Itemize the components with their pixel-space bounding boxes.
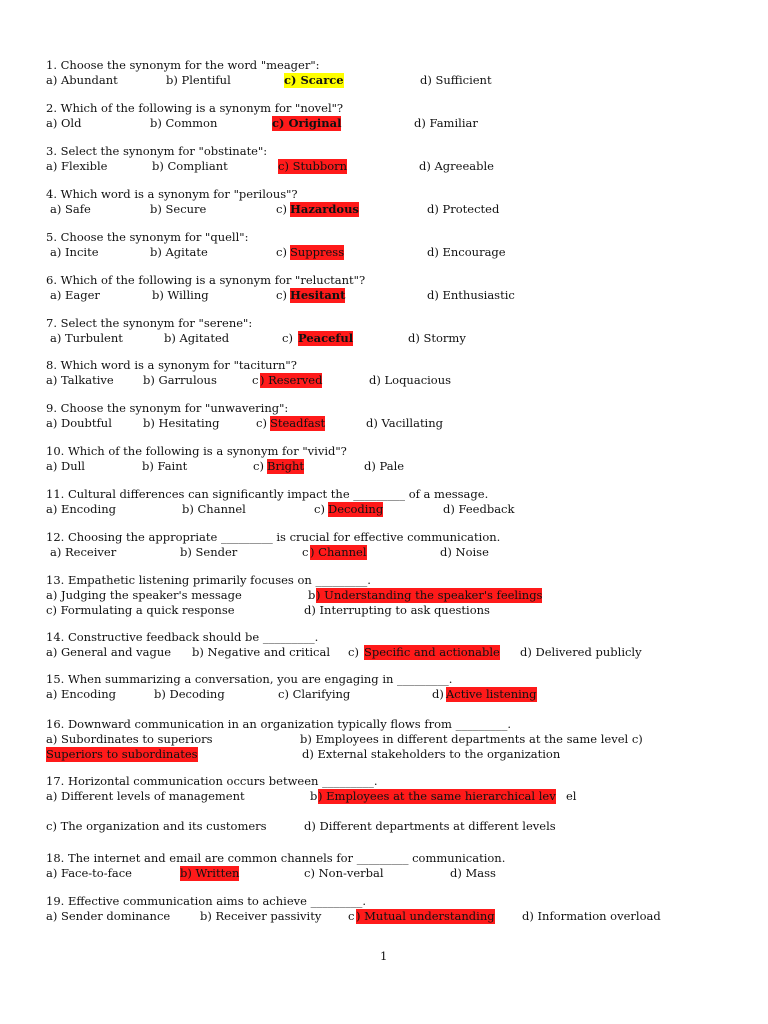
question-stem: 4. Which word is a synonym for "perilous"? xyxy=(46,187,298,201)
option-d: d) Information overload xyxy=(522,909,661,923)
option-b: b) Plentiful xyxy=(166,73,231,87)
option-a: a) Abundant xyxy=(46,73,118,87)
option-c-prefix: c xyxy=(348,909,355,923)
question-stem: 16. Downward communication in an organization typically flows from _________. xyxy=(46,717,511,731)
option-a: a) Doubtful xyxy=(46,416,112,430)
option-b-highlighted: b) Written xyxy=(180,866,240,880)
question-17 xyxy=(46,774,577,834)
option-c-highlighted: c) Stubborn xyxy=(278,159,348,173)
option-b: b) Compliant xyxy=(152,159,228,173)
option-a: a) Subordinates to superiors xyxy=(46,732,213,746)
option-c-highlighted: Hazardous xyxy=(290,202,359,216)
question-stem: 8. Which word is a synonym for "taciturn"? xyxy=(46,358,297,372)
option-b: b) Willing xyxy=(152,288,209,302)
option-c-prefix: c xyxy=(252,373,259,387)
option-b-prefix: b xyxy=(308,588,316,602)
option-b-suffix: el xyxy=(566,789,577,803)
option-c-highlighted: c) Scarce xyxy=(284,73,344,87)
option-d: d) Stormy xyxy=(408,331,466,345)
option-a: a) Face-to-face xyxy=(46,866,132,880)
question-19 xyxy=(46,894,661,924)
option-a: a) Encoding xyxy=(46,502,116,516)
option-d: d) Mass xyxy=(450,866,496,880)
question-stem: 7. Select the synonym for "serene": xyxy=(46,316,253,330)
option-a: a) Turbulent xyxy=(50,331,123,345)
question-14 xyxy=(46,630,642,660)
option-c-highlighted: Suppress xyxy=(290,245,345,259)
option-c-prefix: c) xyxy=(256,416,267,430)
option-b: b) Receiver passivity xyxy=(200,909,322,923)
page-number: 1 xyxy=(380,949,388,963)
question-10 xyxy=(46,444,405,474)
question-stem: 18. The internet and email are common channels for _________ communication. xyxy=(46,851,506,865)
option-b: b) Decoding xyxy=(154,687,225,701)
option-c-highlighted: Peaceful xyxy=(298,331,354,345)
option-c: c) Formulating a quick response xyxy=(46,603,235,617)
question-16 xyxy=(46,717,643,762)
question-4 xyxy=(46,187,500,217)
option-c-prefix: c xyxy=(302,545,309,559)
option-c-highlighted: Specific and actionable xyxy=(364,645,500,659)
question-5 xyxy=(46,230,506,260)
option-c-prefix: c) xyxy=(282,331,293,345)
question-stem: 19. Effective communication aims to achieve _________. xyxy=(46,894,367,908)
question-6 xyxy=(46,273,515,303)
option-b-prefix: b xyxy=(310,789,318,803)
option-b: b) Agitated xyxy=(164,331,230,345)
option-d: d) Sufficient xyxy=(420,73,492,87)
option-c-highlighted: ) Mutual understanding xyxy=(356,909,495,923)
question-2 xyxy=(46,101,478,131)
option-c-highlighted: Steadfast xyxy=(270,416,326,430)
option-a: a) Safe xyxy=(50,202,91,216)
option-c-highlighted: ) Channel xyxy=(310,545,367,559)
option-a: a) Old xyxy=(46,116,82,130)
option-b: b) Channel xyxy=(182,502,246,516)
option-d: d) Delivered publicly xyxy=(520,645,642,659)
option-b: b) Faint xyxy=(142,459,188,473)
option-d: d) Agreeable xyxy=(419,159,494,173)
question-stem: 5. Choose the synonym for "quell": xyxy=(46,230,249,244)
option-a: a) Eager xyxy=(50,288,100,302)
question-stem: 15. When summarizing a conversation, you are engaging in _________. xyxy=(46,672,453,686)
option-d: d) Protected xyxy=(427,202,500,216)
question-stem: 14. Constructive feedback should be _________. xyxy=(46,630,319,644)
option-a: a) Talkative xyxy=(46,373,114,387)
option-b: b) Sender xyxy=(180,545,238,559)
option-d: d) Feedback xyxy=(443,502,515,516)
option-a: a) Judging the speaker's message xyxy=(46,588,242,602)
option-c-prefix: c) xyxy=(276,288,287,302)
option-b-highlighted: ) Understanding the speaker's feelings xyxy=(316,588,543,602)
option-a: a) Incite xyxy=(50,245,99,259)
question-15 xyxy=(46,672,537,702)
question-stem: 1. Choose the synonym for the word "meager": xyxy=(46,58,320,72)
option-c-prefix: c) xyxy=(253,459,264,473)
option-c-highlighted: Hesitant xyxy=(290,288,346,302)
option-d: d) Vacillating xyxy=(366,416,444,430)
option-d-prefix: d) xyxy=(432,687,444,701)
option-c: c) The organization and its customers xyxy=(46,819,267,833)
question-8 xyxy=(46,358,452,388)
question-stem: 13. Empathetic listening primarily focuses on _________. xyxy=(46,573,371,587)
option-a: a) Flexible xyxy=(46,159,108,173)
option-c: c) Non-verbal xyxy=(304,866,384,880)
question-stem: 2. Which of the following is a synonym for "novel"? xyxy=(46,101,344,115)
option-d: d) Enthusiastic xyxy=(427,288,515,302)
option-a: a) Encoding xyxy=(46,687,116,701)
option-c-highlighted: Superiors to subordinates xyxy=(46,747,198,761)
option-c: c) Clarifying xyxy=(278,687,351,701)
option-d: d) Interrupting to ask questions xyxy=(304,603,490,617)
option-d: d) Encourage xyxy=(427,245,506,259)
question-stem: 12. Choosing the appropriate _________ is crucial for effective communication. xyxy=(46,530,501,544)
option-c-prefix: c) xyxy=(276,245,287,259)
option-c-prefix: c) xyxy=(348,645,359,659)
option-c-highlighted: Decoding xyxy=(328,502,384,516)
option-c-highlighted: c) Original xyxy=(272,116,342,130)
question-11 xyxy=(46,487,515,517)
option-b: b) Agitate xyxy=(150,245,208,259)
option-b: b) Garrulous xyxy=(143,373,217,387)
option-a: a) Dull xyxy=(46,459,85,473)
option-b: b) Secure xyxy=(150,202,207,216)
question-18 xyxy=(46,851,505,881)
option-b: b) Common xyxy=(150,116,218,130)
option-b: b) Employees in different departments at the same level c) xyxy=(300,732,643,746)
question-1 xyxy=(46,58,492,88)
option-a: a) Receiver xyxy=(50,545,117,559)
option-d: d) Pale xyxy=(364,459,405,473)
option-d: d) Different departments at different levels xyxy=(304,819,556,833)
question-stem: 3. Select the synonym for "obstinate": xyxy=(46,144,268,158)
option-b: b) Negative and critical xyxy=(192,645,331,659)
option-c-prefix: c) xyxy=(314,502,325,516)
option-a: a) Different levels of management xyxy=(46,789,245,803)
option-d: d) Familiar xyxy=(414,116,478,130)
question-stem: 10. Which of the following is a synonym for "vivid"? xyxy=(46,444,347,458)
option-b-highlighted: ) Employees at the same hierarchical lev xyxy=(318,789,556,803)
option-d: d) Loquacious xyxy=(369,373,452,387)
option-d: d) Noise xyxy=(440,545,489,559)
question-13 xyxy=(46,573,543,618)
option-d-highlighted: Active listening xyxy=(446,687,537,701)
option-c-highlighted: Bright xyxy=(267,459,305,473)
question-3 xyxy=(46,144,494,174)
question-12 xyxy=(46,530,500,560)
option-c-prefix: c) xyxy=(276,202,287,216)
option-b: b) Hesitating xyxy=(143,416,220,430)
option-d: d) External stakeholders to the organization xyxy=(302,747,561,761)
option-c-highlighted: ) Reserved xyxy=(260,373,323,387)
question-stem: 17. Horizontal communication occurs between _________. xyxy=(46,774,378,788)
option-a: a) Sender dominance xyxy=(46,909,171,923)
option-a: a) General and vague xyxy=(46,645,172,659)
question-9 xyxy=(46,401,444,431)
question-7 xyxy=(46,316,466,346)
question-stem: 11. Cultural differences can significantly impact the _________ of a message. xyxy=(46,487,489,501)
question-stem: 9. Choose the synonym for "unwavering": xyxy=(46,401,289,415)
question-stem: 6. Which of the following is a synonym for "reluctant"? xyxy=(46,273,366,287)
